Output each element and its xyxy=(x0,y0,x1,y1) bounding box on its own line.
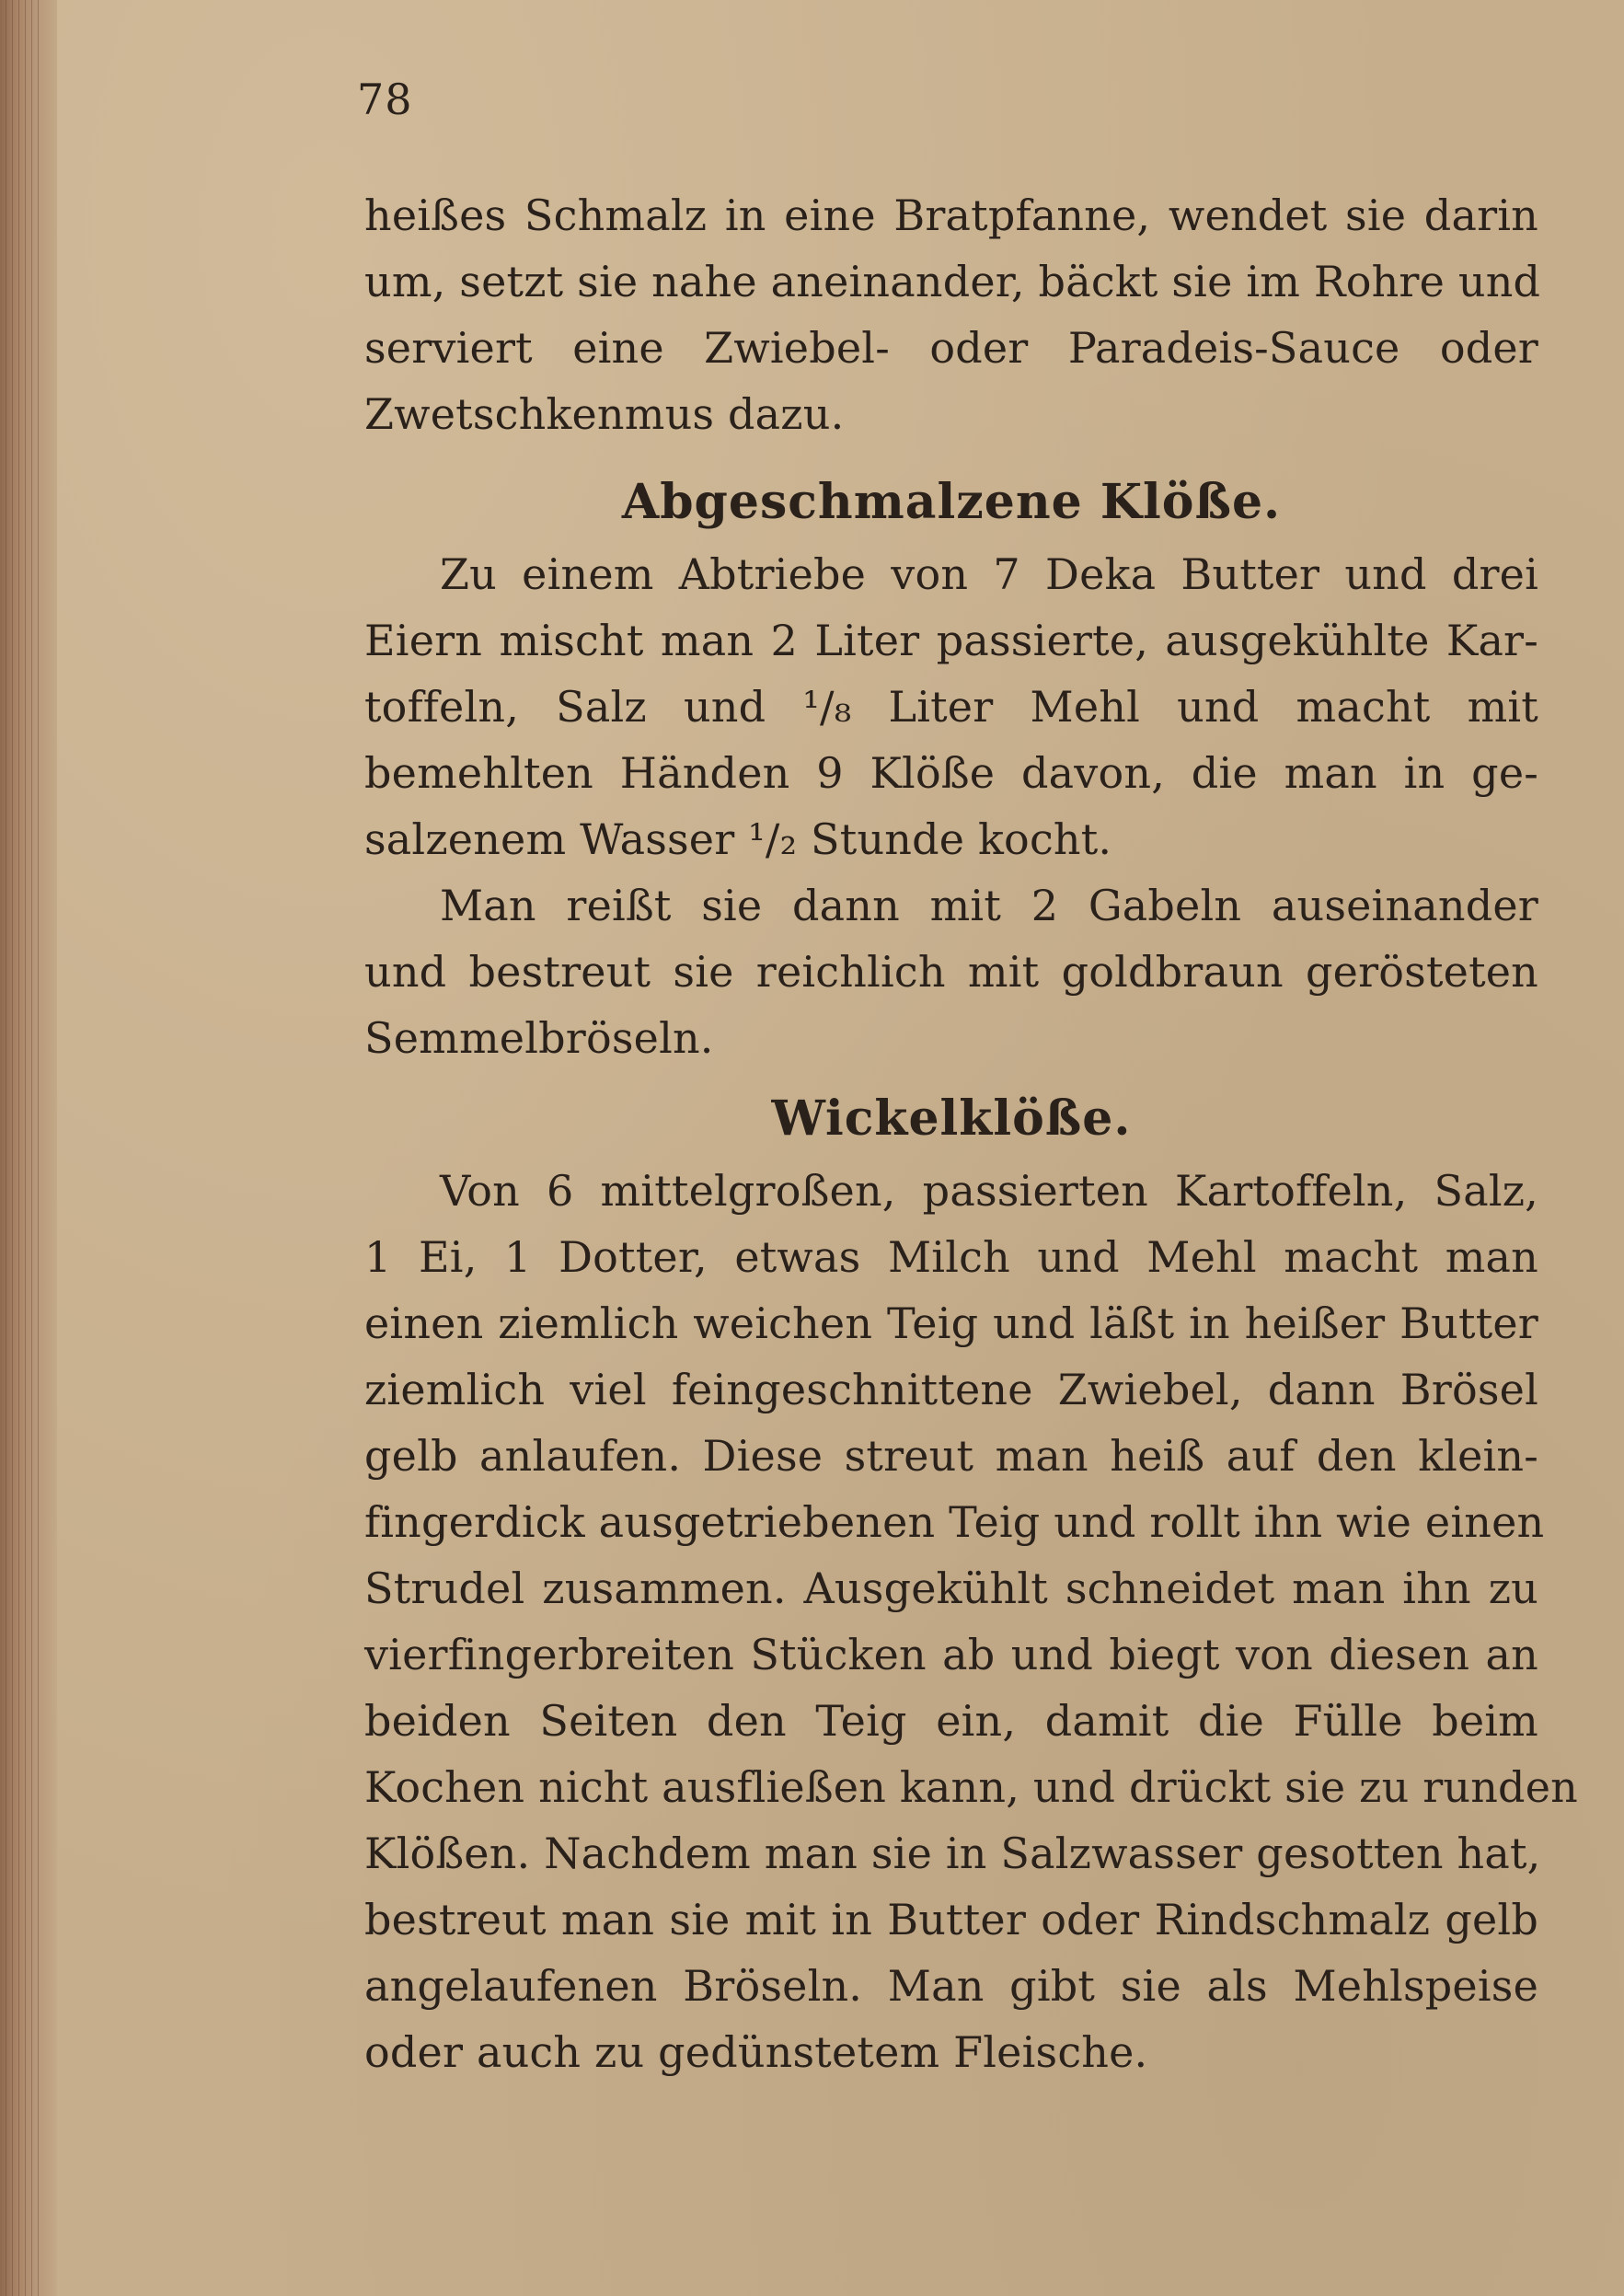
text-line: fingerdick ausgetriebenen Teig und rollt ihn wie einen xyxy=(364,1497,1545,1547)
text-line: angelaufenen Bröseln. Man gibt sie als Mehlspeise xyxy=(364,1961,1538,2011)
text-line: Semmelbröseln. xyxy=(364,1013,714,1063)
section-heading-abgeschmalzene-kloesse: Abgeschmalzene Klöße. xyxy=(621,474,1282,530)
text-line: toffeln, Salz und ¹/₈ Liter Mehl und macht mit xyxy=(364,682,1538,732)
section1-paragraph2 xyxy=(364,872,1538,1071)
text-line: gelb anlaufen. Diese streut man heiß auf den klein- xyxy=(364,1431,1538,1481)
text-line: 1 Ei, 1 Dotter, etwas Milch und Mehl macht man xyxy=(364,1232,1538,1282)
page-number: 78 xyxy=(357,75,413,124)
intro-paragraph xyxy=(364,182,1541,447)
text-line: bemehlten Händen 9 Klöße davon, die man in ge- xyxy=(364,748,1538,798)
text-line: heißes Schmalz in eine Bratpfanne, wendet sie darin xyxy=(364,190,1538,240)
text-line: Zu einem Abtriebe von 7 Deka Butter und drei xyxy=(440,549,1538,599)
text-line: ziemlich viel feingeschnittene Zwiebel, dann Brösel xyxy=(364,1365,1538,1414)
text-line: Man reißt sie dann mit 2 Gabeln auseinander xyxy=(440,881,1538,930)
text-line: und bestreut sie reichlich mit goldbraun gerösteten xyxy=(364,947,1538,997)
text-line: Kochen nicht ausfließen kann, und drückt sie zu runden xyxy=(364,1762,1578,1812)
text-line: um, setzt sie nahe aneinander, bäckt sie im Rohre und xyxy=(364,257,1541,306)
text-line: beiden Seiten den Teig ein, damit die Fülle beim xyxy=(364,1696,1538,1746)
text-line: Von 6 mittelgroßen, passierten Kartoffeln, Salz, xyxy=(440,1166,1538,1216)
section-heading-wickelkloesse: Wickelklöße. xyxy=(771,1090,1132,1147)
section2-paragraph1 xyxy=(364,1158,1578,2085)
page-body xyxy=(364,182,1578,2085)
text-line: Eiern mischt man 2 Liter passierte, ausgekühlte Kar- xyxy=(364,616,1538,665)
text-line: serviert eine Zwiebel- oder Paradeis-Sauce oder xyxy=(364,323,1538,373)
text-line: Zwetschkenmus dazu. xyxy=(364,389,845,439)
section1-paragraph1 xyxy=(364,541,1538,872)
text-line: einen ziemlich weichen Teig und läßt in heißer Butter xyxy=(364,1298,1538,1348)
text-line: bestreut man sie mit in Butter oder Rindschmalz gelb xyxy=(364,1895,1538,1944)
text-line: salzenem Wasser ¹/₂ Stunde kocht. xyxy=(364,814,1112,864)
text-line: vierfingerbreiten Stücken ab und biegt von diesen an xyxy=(364,1630,1538,1679)
text-line: oder auch zu gedünstetem Fleische. xyxy=(364,2027,1148,2077)
text-line: Strudel zusammen. Ausgekühlt schneidet man ihn zu xyxy=(364,1563,1538,1613)
page-edges xyxy=(6,0,42,2296)
text-line: Klößen. Nachdem man sie in Salzwasser gesotten hat, xyxy=(364,1829,1541,1878)
